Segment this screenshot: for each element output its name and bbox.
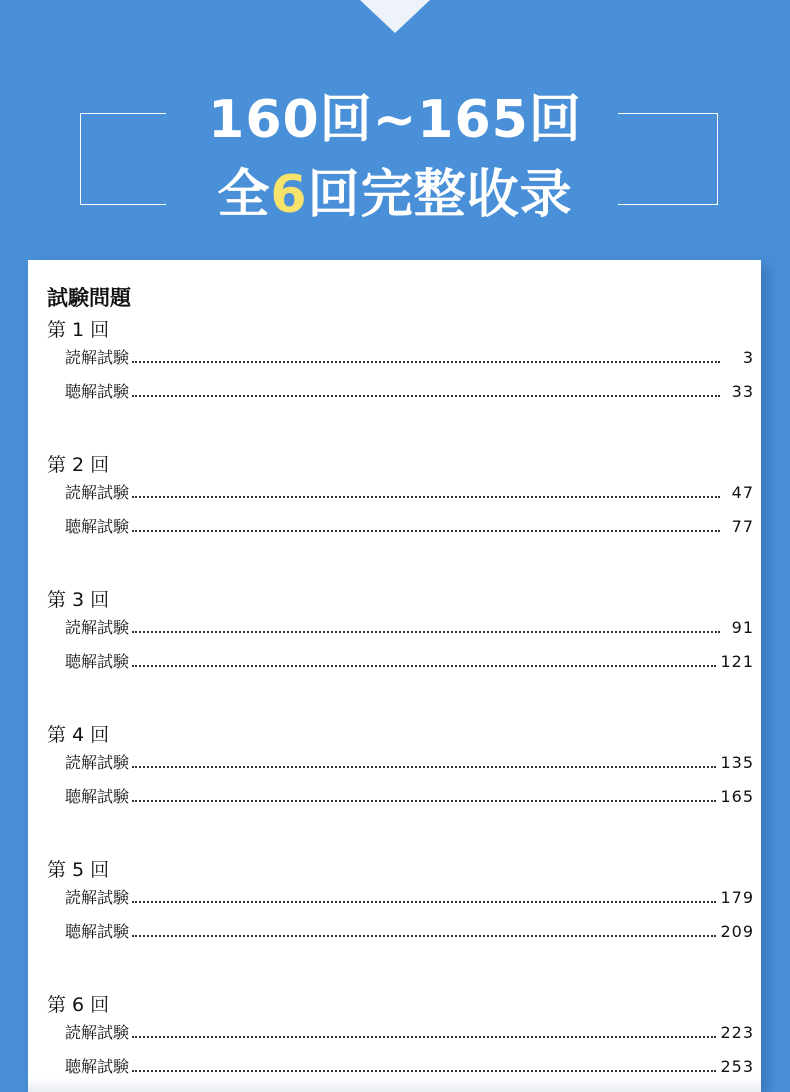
toc-entry-name: 読解試験 — [65, 1023, 130, 1042]
toc-entry — [65, 885, 754, 907]
dot-leader — [132, 665, 716, 667]
dot-leader — [132, 631, 720, 633]
toc-entry-name: 読解試験 — [65, 888, 130, 907]
toc-entry — [65, 345, 754, 367]
hero-subtitle-suffix: 回完整收录 — [307, 165, 573, 225]
toc-entry — [65, 379, 754, 401]
toc-title: 試験問題 — [47, 286, 131, 310]
dot-leader — [132, 901, 716, 903]
toc-entry-page: 253 — [720, 1057, 754, 1076]
dot-leader — [132, 1070, 716, 1072]
toc-entry-page: 91 — [731, 618, 754, 637]
toc-entry-name: 聴解試験 — [65, 517, 130, 536]
toc-entry-name: 聴解試験 — [65, 922, 130, 941]
dot-leader — [132, 1036, 716, 1038]
round-label: 第 3 回 — [47, 589, 110, 611]
toc-entry-page: 135 — [720, 753, 754, 772]
toc-entry-page: 121 — [720, 652, 754, 671]
toc-entry-name: 聴解試験 — [65, 1057, 130, 1076]
toc-entry — [65, 1054, 754, 1076]
dot-leader — [132, 395, 720, 397]
hero-subtitle-highlight: 6 — [270, 165, 308, 225]
dot-leader — [132, 935, 716, 937]
toc-entry — [65, 514, 754, 536]
toc-entry-page: 3 — [742, 348, 754, 367]
toc-entry-name: 聴解試験 — [65, 652, 130, 671]
toc-entry — [65, 480, 754, 502]
dot-leader — [132, 766, 716, 768]
dot-leader — [132, 530, 720, 532]
toc-entry-page: 33 — [731, 382, 754, 401]
hero-subtitle-prefix: 全 — [217, 165, 271, 225]
dot-leader — [132, 496, 720, 498]
toc-entry — [65, 649, 754, 671]
toc-entry-page: 179 — [720, 888, 754, 907]
hero-subtitle — [0, 163, 790, 227]
toc-entry — [65, 615, 754, 637]
dot-leader — [132, 361, 720, 363]
toc-entry-page: 165 — [720, 787, 754, 806]
top-notch — [360, 0, 430, 33]
toc-entry-name: 読解試験 — [65, 618, 130, 637]
toc-card — [28, 260, 761, 1092]
round-label: 第 4 回 — [47, 724, 110, 746]
toc-entry-name: 聴解試験 — [65, 382, 130, 401]
round-label: 第 1 回 — [47, 319, 110, 341]
toc-entry — [65, 919, 754, 941]
toc-entry — [65, 1020, 754, 1042]
toc-entry-page: 77 — [731, 517, 754, 536]
toc-entry-name: 読解試験 — [65, 753, 130, 772]
toc-entry-name: 読解試験 — [65, 483, 130, 502]
toc-entry-name: 読解試験 — [65, 348, 130, 367]
hero-title: 160回~165回 — [208, 90, 582, 150]
toc-entry — [65, 750, 754, 772]
toc-entry-name: 聴解試験 — [65, 787, 130, 806]
toc-entry-page: 223 — [720, 1023, 754, 1042]
round-label: 第 2 回 — [47, 454, 110, 476]
round-label: 第 6 回 — [47, 994, 110, 1016]
dot-leader — [132, 800, 716, 802]
toc-entry — [65, 784, 754, 806]
toc-entry-page: 47 — [731, 483, 754, 502]
round-label: 第 5 回 — [47, 859, 110, 881]
card-bottom-fade — [28, 1078, 761, 1092]
toc-entry-page: 209 — [720, 922, 754, 941]
